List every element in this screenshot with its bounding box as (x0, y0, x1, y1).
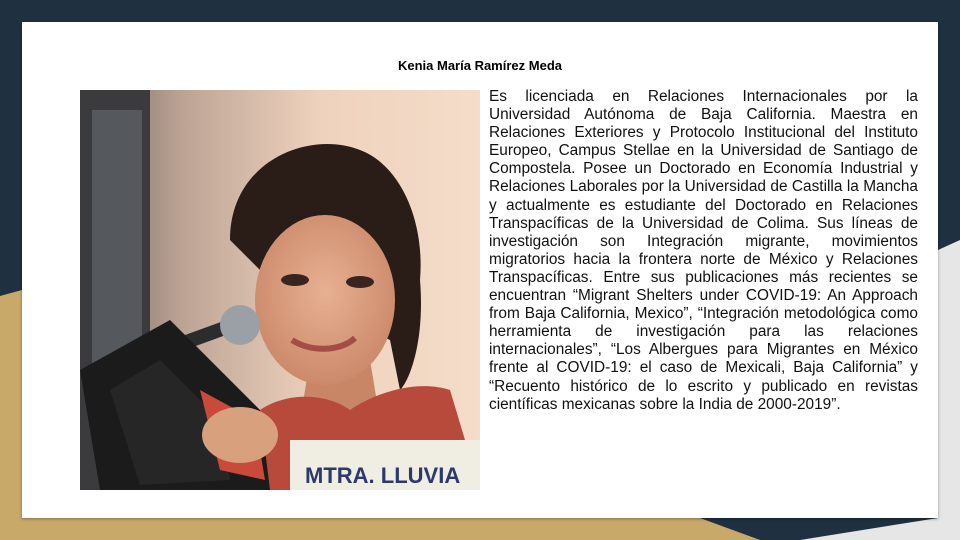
page-title: Kenia María Ramírez Meda (397, 58, 562, 73)
slide-card (22, 22, 938, 518)
placard-text: MTRA. LLUVIA (305, 463, 461, 488)
bio-paragraph: Es licenciada en Relaciones Internacionales por la Universidad Autónoma de Baja California. Maestra en Relaciones Exteriores y Protocolo Institucional del Instituto Europeo, Campus Stellae en la Universidad de Santiago de Compostela. Posee un Doctorado en Economía Industrial y Relaciones Laborales por la Universidad de Castilla la Mancha y actualmente es estudiante del Doctorado en Relaciones Transpacíficas de la Universidad de Colima. Sus líneas de investigación son Integración migrante, movimientos migratorios hacia la frontera norte de México y Relaciones Transpacíficas. Entre sus publicaciones más recientes se encuentran “Migrant Shelters under COVID-19: An Approach from Baja California, Mexico”, “Integración metodológica como herramienta de investigación para las relaciones internacionales”, “Los Albergues para Migrantes en México frente al COVID-19: el caso de Mexicali, Baja California” y “Recuento histórico de lo escrito y publicado en revistas científicas mexicanas sobre la India de 2000-2019”. (489, 88, 918, 413)
portrait-photo (80, 90, 480, 490)
